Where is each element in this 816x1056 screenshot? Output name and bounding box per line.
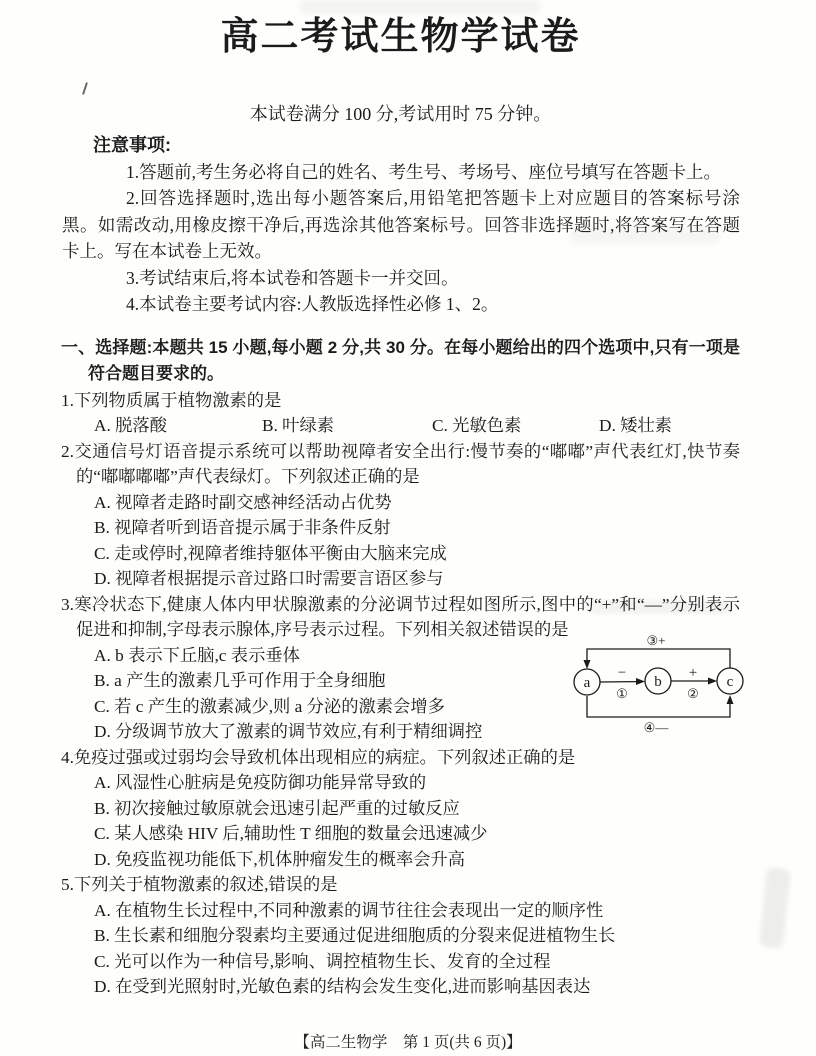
question-1-option-d: D. 矮壮素	[599, 416, 672, 435]
scan-artifact-smudge-right	[759, 867, 791, 949]
question-1-options	[61, 413, 740, 439]
question-3-option-b: B. a 产生的激素几乎可作用于全身细胞	[94, 671, 386, 690]
question-1-option-b: B. 叶绿素	[262, 416, 335, 435]
page-footer: 【高二生物学 第 1 页(共 6 页)】	[294, 1033, 522, 1051]
question-1-number: 1.	[61, 390, 74, 410]
question-5-option-a: A. 在植物生长过程中,不同种激素的调节往往会表现出一定的顺序性	[94, 900, 604, 920]
process-1-label: ①	[616, 685, 628, 701]
question-3-number: 3.	[61, 594, 74, 614]
gland-node-b-label: b	[654, 673, 662, 690]
inhibit-sign: −	[617, 664, 627, 681]
question-3-text: 寒冷状态下,健康人体内甲状腺激素的分泌调节过程如图所示,图中的“+”和“—”分别表示促进和抑制,字母表示腺体,序号表示过程。下列相关叙述错误的是	[73, 594, 740, 639]
feedback-top-path	[587, 649, 730, 668]
feedback-top-arrowhead	[584, 660, 591, 669]
question-2-option-c: C. 走或停时,视障者维持躯体平衡由大脑来完成	[94, 543, 447, 563]
question-3-option-d: D. 分级调节放大了激素的调节效应,有利于精细调控	[94, 722, 483, 741]
question-3-option-c: C. 若 c 产生的激素减少,则 a 分泌的激素会增多	[94, 696, 445, 716]
question-4-option-a: A. 风湿性心脏病是免疫防御功能异常导致的	[94, 773, 427, 792]
question-2-option-d: D. 视障者根据提示音过路口时需要言语区参与	[94, 569, 444, 588]
question-1-option-a: A. 脱落酸	[94, 416, 167, 435]
question-1-text: 下列物质属于植物激素的是	[73, 390, 282, 410]
question-1-stem	[61, 388, 740, 414]
page-title: 高二考试生物学试卷	[220, 16, 581, 58]
notice-heading: 注意事项:	[93, 135, 171, 155]
question-4-option-c: C. 某人感染 HIV 后,辅助性 T 细胞的数量会迅速减少	[94, 824, 488, 843]
section-heading: 一、选择题:本题共 15 小题,每小题 2 分,共 30 分。在每小题给出的四个选项中,只有一项是符合题目要求的。	[61, 337, 740, 383]
question-2-number: 2.	[61, 441, 74, 461]
question-2-option-a: A. 视障者走路时副交感神经活动占优势	[94, 492, 392, 512]
question-2-option-b: B. 视障者听到语音提示属于非条件反射	[94, 518, 391, 537]
question-4-number: 4.	[61, 747, 74, 767]
question-3	[61, 592, 740, 745]
feedback-bottom-label: ④—	[643, 719, 669, 735]
gland-node-a-label: a	[583, 674, 591, 691]
question-2	[61, 439, 740, 592]
notice-item-3: 3.考试结束后,将本试卷和答题卡一并交回。	[126, 267, 459, 288]
question-3-option-a: A. b 表示下丘脑,c 表示垂体	[94, 645, 300, 665]
process-2-label: ②	[687, 685, 699, 701]
scan-artifact-tick	[82, 82, 88, 95]
question-1-option-c: C. 光敏色素	[432, 416, 522, 435]
question-5-number: 5.	[61, 875, 74, 894]
question-1	[61, 388, 740, 439]
question-2-stem	[61, 439, 740, 490]
notice-section	[62, 132, 740, 318]
question-4	[61, 745, 740, 873]
feedback-top-label: ③+	[646, 632, 666, 648]
arrow-b-c-arrowhead	[708, 677, 717, 684]
promote-sign: +	[688, 664, 698, 681]
question-5-option-d: D. 在受到光照射时,光敏色素的结构会发生变化,进而影响基因表达	[94, 977, 591, 996]
question-5-text: 下列关于植物激素的叙述,错误的是	[73, 875, 338, 894]
question-4-option-b: B. 初次接触过敏原就会迅速引起严重的过敏反应	[94, 798, 460, 818]
exam-info-line: 本试卷满分 100 分,考试用时 75 分钟。	[249, 104, 552, 124]
notice-item-2: 2.回答选择题时,选出每小题答案后,用铅笔把答题卡上对应题目的答案标号涂黑。如需改动,用橡皮擦干净后,再选涂其他答案标号。回答非选择题时,将答案写在答题卡上。写在本试卷上无效。	[62, 188, 740, 261]
question-5-option-c: C. 光可以作为一种信号,影响、调控植物生长、发育的全过程	[94, 951, 551, 971]
question-2-text: 交通信号灯语音提示系统可以帮助视障者安全出行:慢节奏的“嘟嘟”声代表红灯,快节奏的“嘟嘟嘟嘟”声代表绿灯。下列叙述正确的是	[73, 441, 740, 486]
arrow-a-b-arrowhead	[636, 678, 645, 685]
question-4-option-d: D. 免疫监视功能低下,机体肿瘤发生的概率会升高	[94, 849, 466, 869]
scan-artifact-ghost-top	[300, 0, 540, 14]
feedback-bottom-arrowhead	[727, 695, 734, 704]
feedback-bottom-path	[587, 696, 730, 717]
hormone-regulation-svg	[572, 629, 753, 739]
notice-item-4: 4.本试卷主要考试内容:人教版选择性必修 1、2。	[126, 294, 499, 314]
question-4-text: 免疫过强或过弱均会导致机体出现相应的病症。下列叙述正确的是	[73, 747, 576, 767]
notice-item-1: 1.答题前,考生务必将自己的姓名、考生号、考场号、座位号填写在答题卡上。	[126, 161, 721, 182]
question-5	[61, 872, 740, 1000]
question-5-option-b: B. 生长素和细胞分裂素均主要通过促进细胞质的分裂来促进植物生长	[94, 926, 616, 945]
gland-node-c-label: c	[726, 673, 734, 690]
question-4-stem	[61, 745, 740, 771]
hormone-regulation-diagram	[572, 629, 753, 739]
question-5-stem	[61, 872, 740, 898]
